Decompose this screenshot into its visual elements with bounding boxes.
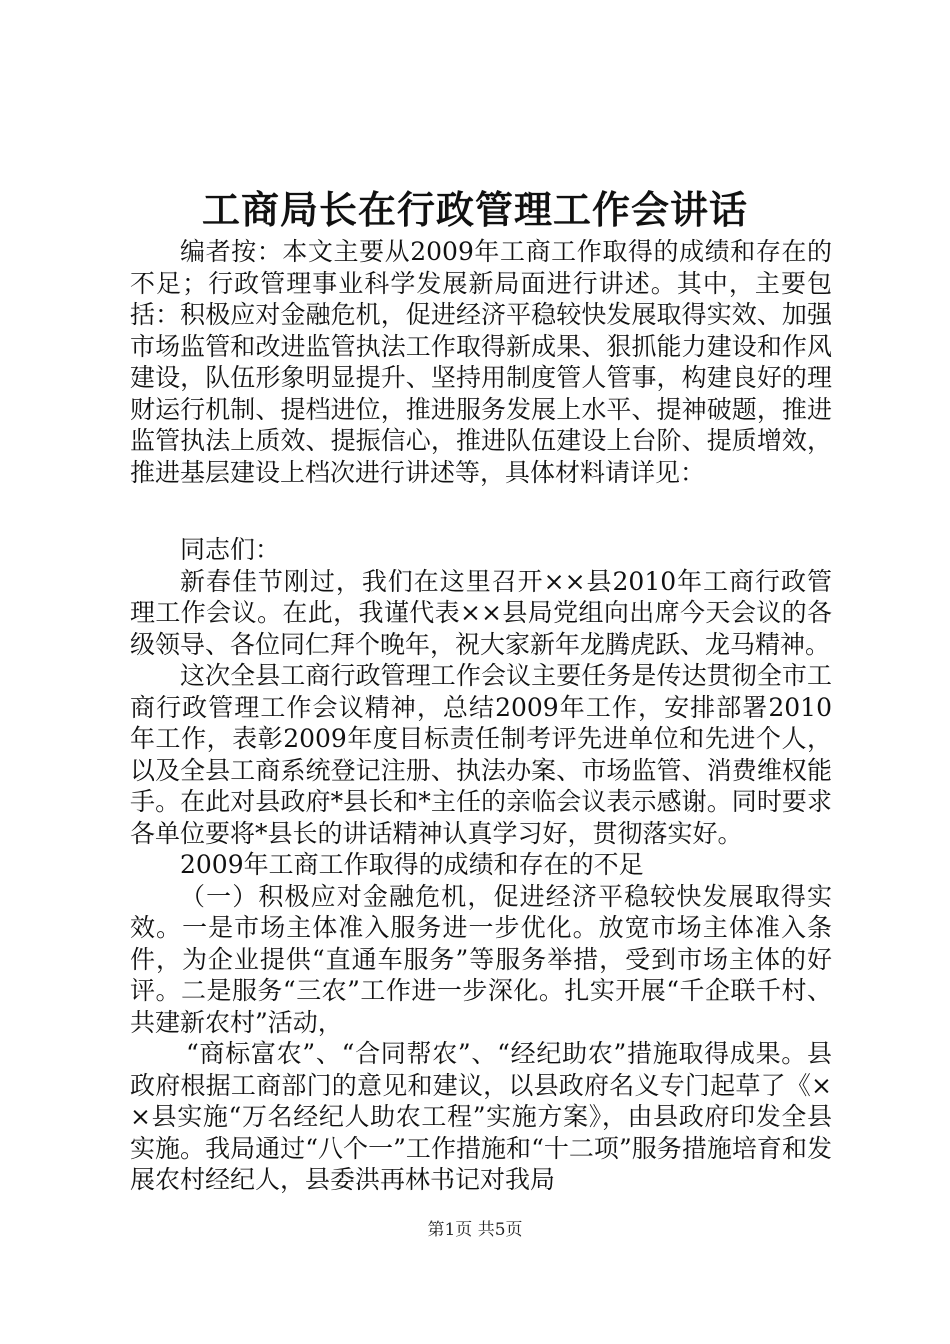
editor-note: 编者按：本文主要从2009年工商工作取得的成绩和存在的不足；行政管理事业科学发展新局面进行讲述。其中，主要包括：积极应对金融危机，促进经济平稳较快发展取得实效、加强市场监管和改进监管执法工作取得新成果、狠抓能力建设和作风建设，队伍形象明显提升、坚持用制度管人管事，构建良好的理财运行机制、提档进位，推进服务发展上水平、提神破题，推进监管执法上质效、提振信心，推进队伍建设上台阶、提质增效，推进基层建设上档次进行讲述等，具体材料请详见： — [130, 237, 832, 487]
greeting: 同志们： — [180, 535, 281, 564]
paragraph-gap — [130, 488, 832, 534]
paragraph-agriculture-measures: “商标富农”、“合同帮农”、“经纪助农”措施取得成果。县政府根据工商部门的意见和建议，以县政府名义专门起草了《××县实施“万名经纪人助农工程”实施方案》，由县政府印发全县实施。我局通过“八个一”工作措施和“十二项”服务措施培育和发展农村经纪人，县委洪再林书记对我局 — [130, 1039, 832, 1194]
section-heading: 2009年工商工作取得的成绩和存在的不足 — [180, 850, 644, 879]
document-body — [130, 236, 832, 1196]
paragraph-meeting-tasks: 这次全县工商行政管理工作会议主要任务是传达贯彻全市工商行政管理工作会议精神，总结2009年工作，安排部署2010年工作，表彰2009年度目标责任制考评先进单位和先进个人，以及全县工商系统登记注册、执法办案、市场监管、消费维权能手。在此对县政府*县长和*主任的亲临会议表示感谢。同时要求各单位要将*县长的讲话精神认真学习好，贯彻落实好。 — [130, 661, 832, 848]
document-title: 工商局长在行政管理工作会讲话 — [201, 187, 748, 232]
paragraph-opening: 新春佳节刚过，我们在这里召开××县2010年工商行政管理工作会议。在此，我谨代表××县局党组向出席今天会议的各级领导、各位同仁拜个晚年，祝大家新年龙腾虎跃、龙马精神。 — [130, 566, 832, 659]
page-number: 第1页 共5页 — [427, 1220, 523, 1240]
paragraph-financial-crisis: （一）积极应对金融危机，促进经济平稳较快发展取得实效。一是市场主体准入服务进一步优化。放宽市场主体准入条件，为企业提供“直通车服务”等服务举措，受到市场主体的好评。二是服务“三农”工作进一步深化。扎实开展“千企联千村、共建新农村”活动， — [130, 881, 832, 1037]
